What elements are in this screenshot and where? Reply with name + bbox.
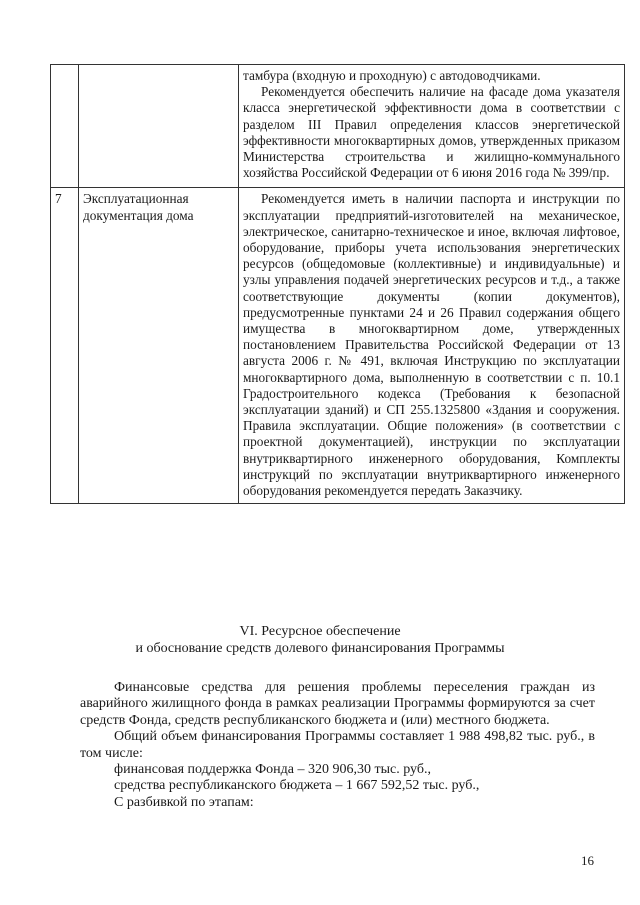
row-description-cell [239,65,625,188]
row-number-cell: 7 [51,188,79,504]
requirements-table [50,64,625,504]
section-heading [0,624,640,657]
paragraph-financing-sources: Финансовые средства для решения проблемы переселения граждан из аварийного жилищного фонда в рамках реализации Программы формируются за счет средств Фонда, средств республиканского бюджета и (или) местного бюджета. [80,680,595,728]
page-number: 16 [581,853,594,868]
section-heading-line-1: VI. Ресурсное обеспечение [239,624,401,639]
section-heading-line-2: и обоснование средств долевого финансирования Программы [135,640,505,656]
row-description-line: Рекомендуется обеспечить наличие на фасаде дома указателя класса энергетической эффективности дома в соответствии с разделом III Правил определения классов энергетической эффективности многоквартирных домов, утвержденных приказом Министерства строительства и жилищно-коммунального хозяйства Российской Федерации от 6 июня 2016 года № 399/пр. [243,84,620,181]
row-name-cell [79,65,239,188]
table-row [51,65,625,188]
paragraph-fund-support: финансовая поддержка Фонда – 320 906,30 тыс. руб., [114,762,431,778]
paragraph-stages: С разбивкой по этапам: [114,794,254,810]
paragraph-republic-budget: средства республиканского бюджета – 1 667 592,52 тыс. руб., [114,778,480,794]
row-description-line: тамбура (входную и проходную) с автодоводчиками. [243,68,541,83]
row-name-cell: Эксплуатационная документация дома [79,188,239,504]
row-number-cell [51,65,79,188]
row-description-cell: Рекомендуется иметь в наличии паспорта и инструкции по эксплуатации предприятий-изготовителей на механическое, электрическое, санитарно-техническое и иное, включая лифтовое, оборудование, приборы учета использования энергетических ресурсов (общедомовые (коллективные) и индивидуальные) и узлы управления подачей энергетических ресурсов и т.д., а также соответствующие документы (копии документов), предусмотренные пунктами 24 и 26 Правил содержания общего имущества в многоквартирном доме, утвержденных постановлением Правительства Российской Федерации от 13 августа 2006 г. № 491, включая Инструкцию по эксплуатации многоквартирного дома, выполненную в соответствии с п. 10.1 Градостроительного кодекса (Требования к безопасной эксплуатации зданий) и СП 255.1325800 «Здания и сооружения. Правила эксплуатации. Общие положения» (в соответствии с проектной документацией), инструкции по эксплуатации внутриквартирного инженерного оборудования, Комплекты инструкций по эксплуатации внутриквартирного инженерного оборудования рекомендуется передать Заказчику. [239,188,625,504]
section-body [80,680,595,811]
table-row [51,188,625,504]
paragraph-total-amount: Общий объем финансирования Программы составляет 1 988 498,82 тыс. руб., в том числе: [80,729,595,761]
